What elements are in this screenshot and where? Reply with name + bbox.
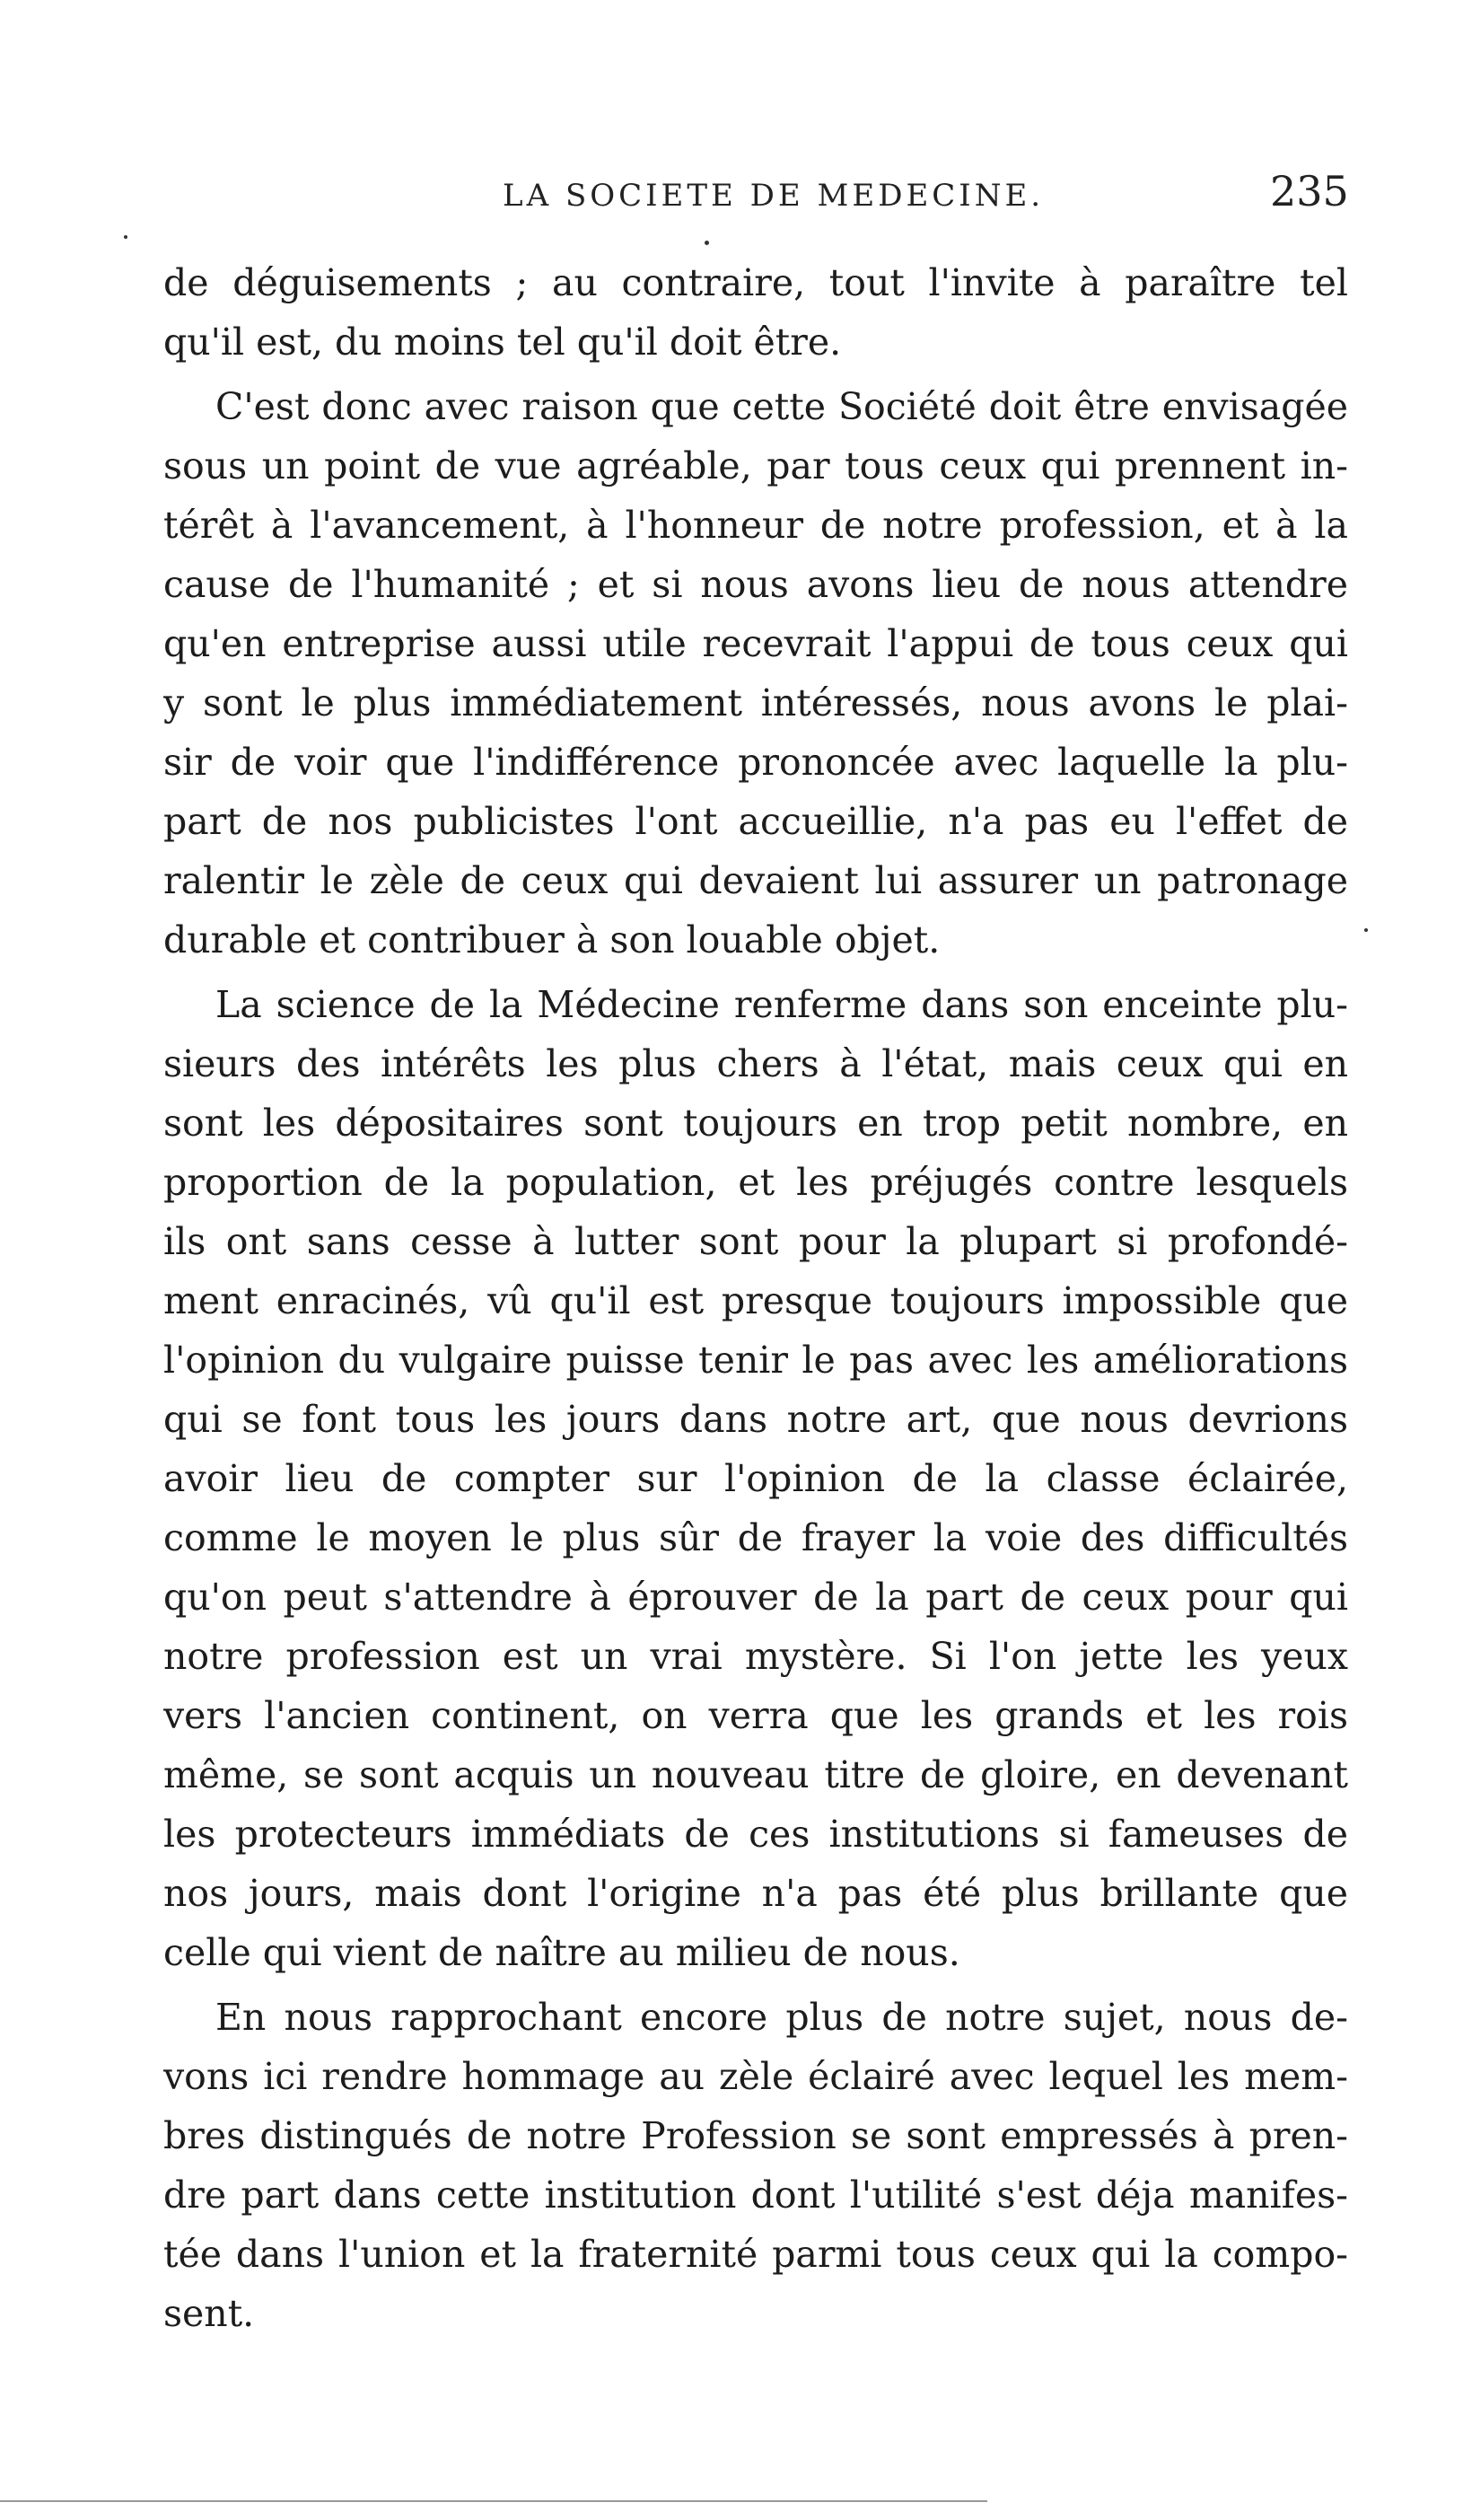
text-line: vers l'ancien continent, on verra que les grands et les rois: [163, 1694, 1348, 1737]
text-line: durable et contribuer à son louable objet.: [163, 918, 941, 961]
text-line: sieurs des intérêts les plus chers à l'état, mais ceux qui en: [163, 1042, 1348, 1085]
page-number: 235: [1270, 167, 1349, 215]
text-line: sous un point de vue agréable, par tous ceux qui prennent in-: [163, 444, 1348, 487]
text-line: qu'on peut s'attendre à éprouver de la part de ceux pour qui: [163, 1576, 1348, 1619]
text-line: cause de l'humanité ; et si nous avons lieu de nous attendre: [163, 563, 1348, 606]
body-text: [163, 253, 1348, 2343]
text-line: C'est donc avec raison que cette Société doit être envisagée: [215, 385, 1348, 428]
text-line: même, se sont acquis un nouveau titre de gloire, en devenant: [163, 1753, 1348, 1796]
text-line: ment enracinés, vû qu'il est presque toujours impossible que: [163, 1279, 1348, 1322]
paragraph-2: [163, 377, 1348, 970]
text-line: ralentir le zèle de ceux qui devaient lui assurer un patronage: [163, 859, 1348, 902]
paragraph-4: [163, 1988, 1348, 2343]
text-line: ils ont sans cesse à lutter sont pour la plupart si profondé-: [163, 1220, 1348, 1263]
text-line: proportion de la population, et les préjugés contre lesquels: [163, 1161, 1348, 1204]
text-line: sent.: [163, 2292, 255, 2335]
print-speck: [124, 235, 127, 239]
text-line: y sont le plus immédiatement intéressés, nous avons le plai-: [163, 681, 1348, 724]
text-line: qu'en entreprise aussi utile recevrait l'appui de tous ceux qui: [163, 622, 1348, 665]
text-line: qu'il est, du moins tel qu'il doit être.: [163, 320, 842, 364]
text-line: dre part dans cette institution dont l'utilité s'est déja manifes-: [163, 2173, 1348, 2217]
text-line: En nous rapprochant encore plus de notre sujet, nous de-: [215, 1996, 1348, 2039]
print-speck: [1364, 928, 1368, 932]
text-line: notre profession est un vrai mystère. Si l'on jette les yeux: [163, 1635, 1348, 1678]
text-line: celle qui vient de naître au milieu de nous.: [163, 1931, 960, 1974]
paragraph-3: [163, 975, 1348, 1982]
running-title: LA SOCIETE DE MEDECINE.: [503, 178, 1045, 214]
text-line: nos jours, mais dont l'origine n'a pas été plus brillante que: [163, 1872, 1348, 1915]
text-line: comme le moyen le plus sûr de frayer la voie des difficultés: [163, 1516, 1348, 1559]
text-line: bres distingués de notre Profession se sont empressés à pren-: [163, 2114, 1348, 2157]
text-line: les protecteurs immédiats de ces institutions si fameuses de: [163, 1813, 1348, 1856]
text-line: La science de la Médecine renferme dans son enceinte plu-: [215, 983, 1348, 1026]
paragraph-1: [163, 253, 1348, 372]
text-line: de déguisements ; au contraire, tout l'invite à paraître tel: [163, 261, 1348, 304]
print-speck: [705, 241, 709, 245]
text-line: térêt à l'avancement, à l'honneur de notre profession, et à la: [163, 504, 1348, 547]
text-line: part de nos publicistes l'ont accueillie, n'a pas eu l'effet de: [163, 800, 1348, 843]
page-edge-line: [0, 2500, 987, 2502]
text-line: sont les dépositaires sont toujours en trop petit nombre, en: [163, 1102, 1348, 1145]
text-line: qui se font tous les jours dans notre art, que nous devrions: [163, 1398, 1348, 1441]
text-line: sir de voir que l'indifférence prononcée avec laquelle la plu-: [163, 741, 1348, 784]
text-line: avoir lieu de compter sur l'opinion de la classe éclairée,: [163, 1457, 1348, 1500]
text-line: vons ici rendre hommage au zèle éclairé avec lequel les mem-: [163, 2055, 1348, 2098]
text-line: tée dans l'union et la fraternité parmi tous ceux qui la compo-: [163, 2233, 1348, 2276]
text-line: l'opinion du vulgaire puisse tenir le pas avec les améliorations: [163, 1339, 1348, 1382]
